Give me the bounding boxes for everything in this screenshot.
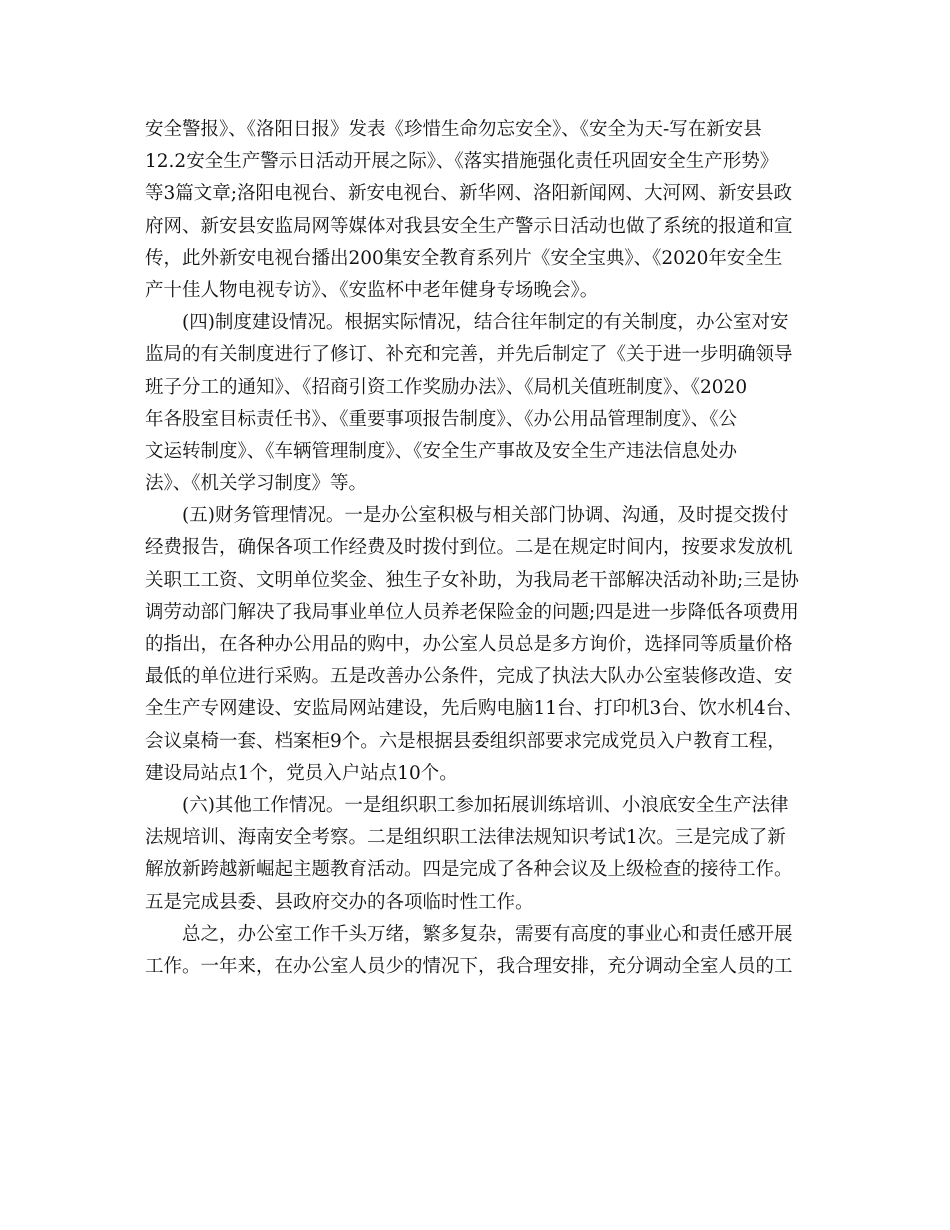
text-line: 最低的单位进行采购。五是改善办公条件，完成了执法大队办公室装修改造、安 bbox=[145, 666, 793, 688]
text-line: 法》、《机关学习制度》等。 bbox=[145, 473, 368, 495]
text-line: 监局的有关制度进行了修订、补充和完善，并先后制定了《关于进一步明确领导 bbox=[145, 344, 793, 366]
text-line: 等3篇文章;洛阳电视台、新安电视台、新华网、洛阳新闻网、大河网、新安县政 bbox=[145, 183, 793, 205]
text-line: 关职工工资、文明单位奖金、独生子女补助，为我局老干部解决活动补助;三是协 bbox=[145, 569, 799, 591]
text-line: 全生产专网建设、安监局网站建设，先后购电脑11台、打印机3台、饮水机4台、 bbox=[145, 698, 803, 720]
text-line: 安全警报》、《洛阳日报》发表《珍惜生命勿忘安全》、《安全为天-写在新安县 bbox=[145, 119, 762, 140]
text-line: 调劳动部门解决了我局事业单位人员养老保险金的问题;四是进一步降低各项费用 bbox=[145, 601, 799, 623]
text-line: 传，此外新安电视台播出200集安全教育系列片《安全宝典》、《2020年安全生 bbox=[145, 247, 783, 269]
text-line: 产十佳人物电视专访》、《安监杯中老年健身专场晚会》。 bbox=[145, 279, 599, 301]
text-line: 工作。一年来，在办公室人员少的情况下，我合理安排，充分调动全室人员的工 bbox=[145, 955, 793, 977]
text-line: 五是完成县委、县政府交办的各项临时性工作。 bbox=[145, 891, 534, 913]
text-line: 年各股室目标责任书》、《重要事项报告制度》、《办公用品管理制度》、《公 bbox=[145, 408, 738, 430]
text-line: 法规培训、海南安全考察。二是组织职工法律法规知识考试1次。三是完成了新 bbox=[145, 827, 786, 849]
document-body bbox=[145, 114, 815, 983]
text-line: 的指出，在各种办公用品的购中，办公室人员总是多方询价，选择同等质量价格 bbox=[145, 634, 793, 655]
text-line: (五)财务管理情况。一是办公室积极与相关部门协调、沟通，及时提交拨付 bbox=[182, 505, 789, 527]
text-line: (六)其他工作情况。一是组织职工参加拓展训练培训、小浪底安全生产法律 bbox=[182, 794, 789, 816]
text-line: 12.2安全生产警示日活动开展之际》、《落实措施强化责任巩固安全生产形势》 bbox=[145, 151, 779, 173]
text-line: 经费报告，确保各项工作经费及时拨付到位。二是在规定时间内，按要求发放机 bbox=[145, 537, 793, 559]
text-line: 文运转制度》、《车辆管理制度》、《安全生产事故及安全生产违法信息处办 bbox=[145, 440, 738, 462]
text-line: 总之，办公室工作千头万绪，繁多复杂，需要有高度的事业心和责任感开展 bbox=[182, 923, 793, 945]
text-line: 班子分工的通知》、《招商引资工作奖励办法》、《局机关值班制度》、《2020 bbox=[145, 376, 748, 398]
text-line: 解放新跨越新崛起主题教育活动。四是完成了各种会议及上级检查的接待工作。 bbox=[145, 859, 793, 881]
text-line: 建设局站点1个，党员入户站点10个。 bbox=[145, 762, 458, 784]
text-line: (四)制度建设情况。根据实际情况，结合往年制定的有关制度，办公室对安 bbox=[182, 312, 789, 334]
text-line: 府网、新安县安监局网等媒体对我县安全生产警示日活动也做了系统的报道和宣 bbox=[145, 215, 793, 237]
text-line: 会议桌椅一套、档案柜9个。六是根据县委组织部要求完成党员入户教育工程， bbox=[145, 730, 786, 752]
